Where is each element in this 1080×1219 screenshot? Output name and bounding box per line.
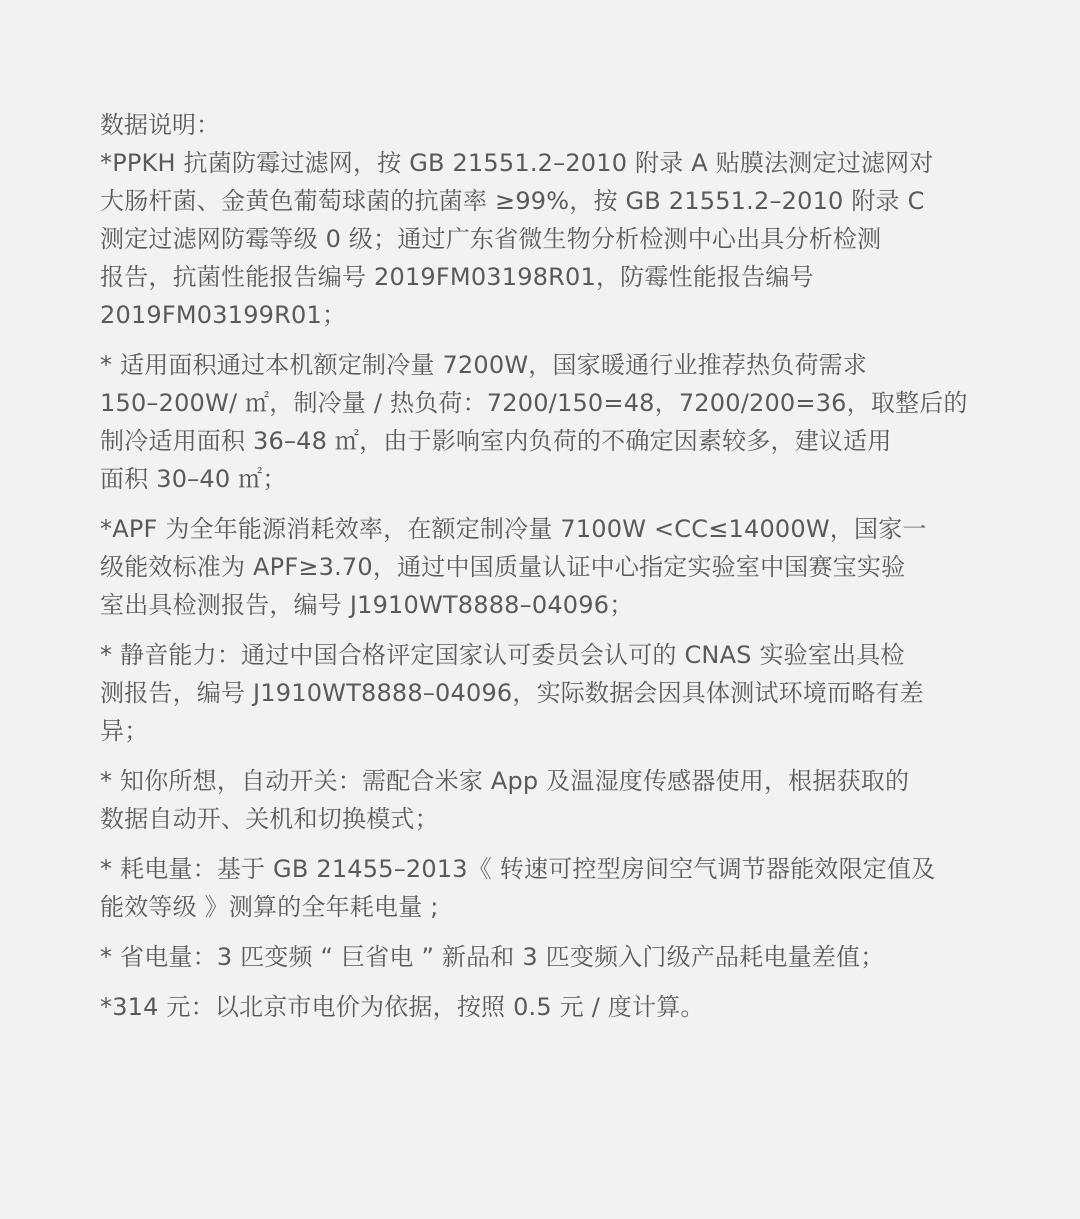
note-line: 面积 30–40 ㎡； [100, 465, 287, 493]
note-apf-efficiency [100, 510, 990, 624]
note-power-savings [100, 938, 990, 976]
note-line: *314 元：以北京市电价为依据，按照 0.5 元 / 度计算。 [100, 993, 705, 1021]
note-power-consumption [100, 850, 990, 926]
note-line: 大肠杆菌、金黄色葡萄球菌的抗菌率 ≥99%，按 GB 21551.2–2010 附录 C [100, 187, 925, 215]
note-line: 数据自动开、关机和切换模式； [100, 805, 439, 833]
note-line: 2019FM03199R01； [100, 301, 347, 329]
section-heading: 数据说明： [100, 111, 220, 139]
note-cost-calculation [100, 988, 990, 1026]
note-line: * 知你所想，自动开关：需配合米家 App 及温湿度传感器使用，根据获取的 [100, 767, 910, 795]
note-filter-antibacterial [100, 144, 990, 334]
note-line: *APF 为全年能源消耗效率，在额定制冷量 7100W <CC≤14000W，国家一 [100, 515, 927, 543]
note-line: 能效等级 》测算的全年耗电量 ; [100, 893, 439, 921]
note-line: 异； [100, 717, 149, 745]
note-line: 制冷适用面积 36–48 ㎡，由于影响室内负荷的不确定因素较多，建议适用 [100, 427, 892, 455]
note-auto-switch [100, 762, 990, 838]
note-line: 报告，抗菌性能报告编号 2019FM03198R01，防霉性能报告编号 [100, 263, 814, 291]
note-quiet-capability [100, 636, 990, 750]
note-line: *PPKH 抗菌防霉过滤网，按 GB 21551.2–2010 附录 A 贴膜法测定过滤网对 [100, 149, 934, 177]
note-applicable-area [100, 346, 990, 498]
data-notes-section [100, 106, 990, 1026]
note-line: 室出具检测报告，编号 J1910WT8888–04096； [100, 591, 634, 619]
note-line: 150–200W/ ㎡，制冷量 / 热负荷：7200/150=48，7200/200=36，取整后的 [100, 389, 968, 417]
note-line: 级能效标准为 APF≥3.70，通过中国质量认证中心指定实验室中国赛宝实验 [100, 553, 906, 581]
note-line: 测报告，编号 J1910WT8888–04096，实际数据会因具体测试环境而略有差 [100, 679, 924, 707]
note-line: * 省电量：3 匹变频 “ 巨省电 ” 新品和 3 匹变频入门级产品耗电量差值； [100, 943, 885, 971]
note-line: * 耗电量：基于 GB 21455–2013《 转速可控型房间空气调节器能效限定值及 [100, 855, 936, 883]
note-line: * 静音能力：通过中国合格评定国家认可委员会认可的 CNAS 实验室出具检 [100, 641, 905, 669]
note-line: 测定过滤网防霉等级 0 级；通过广东省微生物分析检测中心出具分析检测 [100, 225, 882, 253]
note-line: * 适用面积通过本机额定制冷量 7200W，国家暖通行业推荐热负荷需求 [100, 351, 868, 379]
